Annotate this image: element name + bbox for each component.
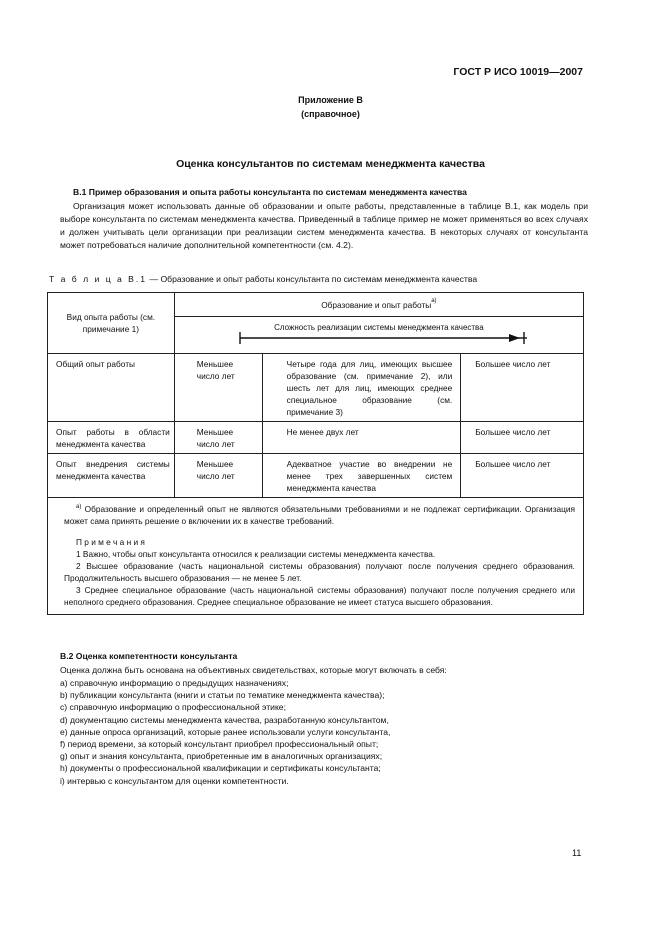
list-item: g) опыт и знания консультанта, приобретенные им в аналогичных организациях; [60, 751, 383, 762]
row-low-cell [174, 422, 262, 454]
row-high: Большее число лет [475, 459, 551, 469]
footnote-text: Образование и определенный опыт не являются обязательными требованиями и не подлежат сертификации. Организация может сама принять решение о включении их в качестве требований. [64, 504, 575, 526]
annex-type: (справочное) [301, 109, 360, 119]
table-row [48, 354, 584, 422]
table-caption [49, 274, 477, 284]
row-mid: Не менее двух лет [286, 427, 359, 437]
b2-list [60, 677, 390, 787]
row-type: Опыт внедрения системы менеджмента качества [56, 459, 170, 481]
table-footnote [64, 503, 575, 527]
row-type: Опыт работы в области менеджмента качества [56, 427, 170, 449]
complexity-arrow-icon [175, 317, 583, 353]
row-high-cell [461, 454, 584, 498]
complexity-axis-cell [174, 317, 583, 354]
header-education-sup: а) [431, 297, 437, 304]
table-caption-text: — Образование и опыт работы консультанта по системам менеджмента качества [147, 274, 478, 284]
note-item: 3 Среднее специальное образование (часть национальной системы образования) получают после получения среднего или неполного среднего образования. Среднее специальное образование не имеет статуса высшего образования. [64, 585, 575, 607]
row-mid: Адекватное участие во внедрении не менее трех завершенных систем менеджмента качества [286, 459, 453, 493]
row-high-cell [461, 422, 584, 454]
header-experience-type [48, 293, 175, 354]
list-item: f) период времени, за который консультант приобрел профессиональный опыт; [60, 739, 379, 750]
row-mid: Четыре года для лиц, имеющих высшее образование (см. примечание 2), или шесть лет для лиц, имеющих среднее специальное образование (см. примечание 3) [286, 359, 453, 417]
row-type-cell [48, 454, 175, 498]
row-mid-cell [262, 354, 461, 422]
section-title: Оценка консультантов по системам менеджмента качества [176, 158, 485, 170]
row-high: Большее число лет [475, 359, 551, 369]
list-item: е) данные опроса организаций, которые ранее использовали услуги консультанта, [60, 726, 391, 737]
b1-heading: В.1 Пример образования и опыта работы консультанта по системам менеджмента качества [73, 187, 467, 197]
row-high-cell [461, 354, 584, 422]
list-item: d) документацию системы менеджмента качества, разработанную консультантом, [60, 714, 389, 725]
row-low: Меньшее число лет [196, 427, 235, 449]
list-item: i) интервью с консультантом для оценки компетентности. [60, 775, 289, 786]
row-low: Меньшее число лет [196, 459, 235, 481]
row-type-cell [48, 422, 175, 454]
b1-paragraph: Организация может использовать данные об образовании и опыте работы, представленные в таблице В.1, как модель при выборе консультанта по системам менеджмента качества. Приведенный в таблице пример не может применяться во всех случаях и должен учитывать цели организации при реализации систем менеджмента качества. В некоторых случаях от консультанта может потребоваться наличие дополнительной компетентности (см. 4.2). [60, 201, 588, 250]
row-low-cell [174, 454, 262, 498]
page-number: 11 [572, 848, 582, 858]
standard-code: ГОСТ Р ИСО 10019—2007 [453, 66, 583, 78]
annex-title: Приложение В [298, 95, 363, 105]
table-row [48, 422, 584, 454]
row-high: Большее число лет [475, 427, 551, 437]
education-table [47, 292, 584, 615]
row-type-cell [48, 354, 175, 422]
header-education-label: Образование и опыт работы [321, 299, 432, 310]
list-item: c) справочную информацию о профессиональной этике; [60, 702, 286, 713]
row-type: Общий опыт работы [56, 359, 135, 369]
b2-intro: Оценка должна быть основана на объективных свидетельствах, которые могут включать в себя: [60, 665, 447, 675]
row-mid-cell [262, 454, 461, 498]
row-mid-cell [262, 422, 461, 454]
note-item: 1 Важно, чтобы опыт консультанта относился к реализации системы менеджмента качества. [76, 549, 436, 559]
row-low: Меньшее число лет [196, 359, 235, 381]
table-row [48, 454, 584, 498]
list-item: h) документы о профессиональной квалификации и сертификаты консультанта; [60, 763, 381, 774]
header-experience-type-label: Вид опыта работы (см. примечание 1) [66, 312, 156, 334]
list-item: а) справочную информацию о предыдущих назначениях; [60, 678, 289, 688]
table-notes-cell [48, 498, 584, 615]
complexity-axis-label: Сложность реализации системы менеджмента качества [274, 323, 484, 332]
row-low-cell [174, 354, 262, 422]
notes-title: П р и м е ч а н и я [76, 537, 145, 547]
footnote-marker: а) [76, 504, 82, 510]
b2-heading: В.2 Оценка компетентности консультанта [60, 651, 238, 661]
header-education [174, 293, 583, 317]
list-item: b) публикации консультанта (книги и статьи по тематике менеджмента качества); [60, 690, 385, 701]
note-item: 2 Высшее образование (часть национальной системы образования) получают после получения среднего образования. Продолжительность высшего образования — не менее 5 лет. [64, 561, 575, 583]
table-caption-prefix: Т а б л и ц а В.1 [49, 274, 148, 284]
